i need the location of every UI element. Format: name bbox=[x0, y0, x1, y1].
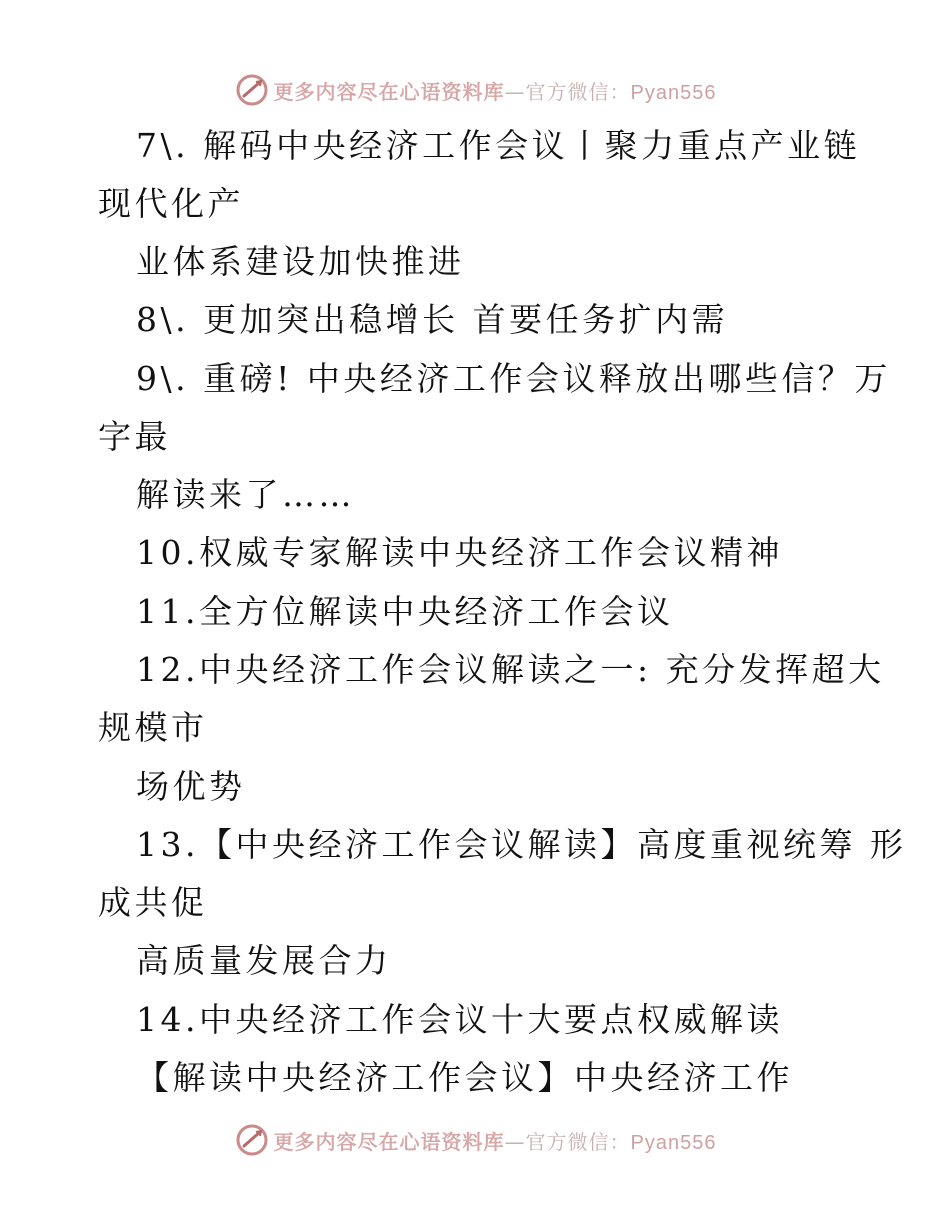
watermark-text bbox=[274, 76, 717, 105]
watermark-text-part3: Pyan556 bbox=[630, 81, 717, 104]
text-line: 高质量发展合力 bbox=[136, 941, 392, 980]
text-line: 10.权威专家解读中央经济工作会议精神 bbox=[136, 533, 783, 572]
text-line: 业体系建设加快推进 bbox=[136, 242, 465, 281]
text-line: 14.中央经济工作会议十大要点权威解读 bbox=[136, 1000, 783, 1039]
text-line: 场优势 bbox=[136, 767, 246, 806]
watermark-text-part1: 更多内容尽在心语资料库 bbox=[273, 1129, 505, 1154]
text-line: 11.全方位解读中央经济工作会议 bbox=[136, 592, 674, 631]
watermark-logo-icon bbox=[234, 1122, 270, 1158]
text-line: 8\. 更加突出稳增长 首要任务扩内需 bbox=[136, 300, 729, 339]
footer-watermark bbox=[0, 1120, 950, 1160]
text-line: 13.【中央经济工作会议解读】高度重视统筹 形 bbox=[136, 825, 907, 864]
watermark-text-part2: —官方微信： bbox=[504, 79, 631, 104]
text-line: 现代化产 bbox=[98, 184, 244, 223]
text-line: 【解读中央经济工作会议】中央经济工作 bbox=[136, 1058, 793, 1097]
text-line: 9\. 重磅! 中央经济工作会议释放出哪些信？万 bbox=[136, 359, 891, 398]
text-line: 12.中央经济工作会议解读之一: 充分发挥超大 bbox=[136, 650, 885, 689]
watermark-text-part1: 更多内容尽在心语资料库 bbox=[273, 79, 505, 104]
text-line: 字最 bbox=[98, 417, 171, 456]
header-watermark bbox=[0, 70, 950, 110]
watermark-text-part3: Pyan556 bbox=[630, 1131, 717, 1154]
watermark-logo-icon bbox=[234, 72, 270, 108]
watermark-text-part2: —官方微信： bbox=[504, 1129, 631, 1154]
text-line: 解读来了…… bbox=[136, 475, 355, 514]
text-line: 成共促 bbox=[98, 883, 208, 922]
watermark-text bbox=[274, 1126, 717, 1155]
text-line: 7\. 解码中央经济工作会议丨聚力重点产业链 bbox=[136, 126, 861, 165]
text-line: 规模市 bbox=[98, 708, 208, 747]
